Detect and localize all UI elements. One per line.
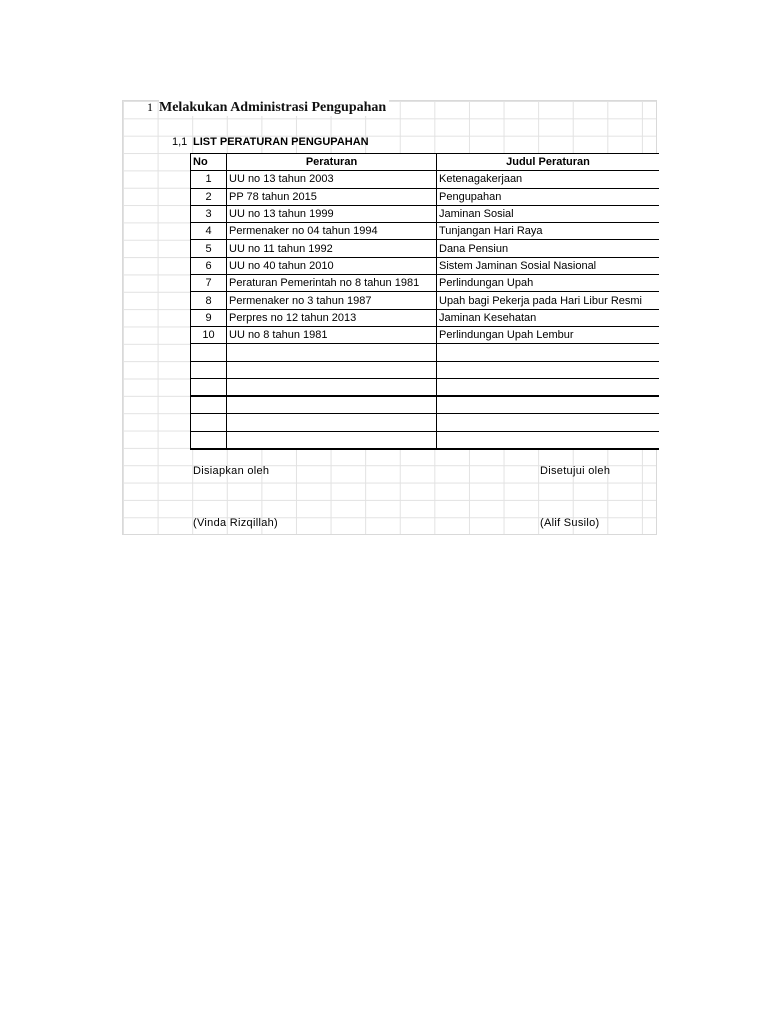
row-judul: Jaminan Sosial — [437, 205, 660, 222]
row-peraturan: Permenaker no 3 tahun 1987 — [227, 292, 437, 309]
row-no: 9 — [191, 309, 227, 326]
table-row — [191, 171, 660, 188]
header-peraturan: Peraturan — [227, 154, 437, 171]
prepared-by-name: (Vinda Rizqillah) — [193, 517, 278, 529]
empty-cell — [227, 378, 437, 396]
empty-cell — [437, 344, 660, 361]
row-peraturan: UU no 11 tahun 1992 — [227, 240, 437, 257]
row-peraturan: Perpres no 12 tahun 2013 — [227, 309, 437, 326]
table-row — [191, 326, 660, 343]
row-judul: Perlindungan Upah — [437, 275, 660, 292]
empty-cell — [227, 431, 437, 449]
row-peraturan: UU no 13 tahun 2003 — [227, 171, 437, 188]
section-number: 1,1 — [172, 136, 188, 148]
doc-number: 1 — [147, 100, 153, 114]
empty-cell — [191, 344, 227, 361]
table-row — [191, 292, 660, 309]
empty-cell — [191, 396, 227, 414]
empty-cell — [191, 378, 227, 396]
empty-cell — [437, 378, 660, 396]
row-judul: Perlindungan Upah Lembur — [437, 326, 660, 343]
table-row — [191, 205, 660, 222]
table-row — [191, 188, 660, 205]
row-peraturan: UU no 40 tahun 2010 — [227, 257, 437, 274]
doc-title: Melakukan Administrasi Pengupahan — [159, 100, 389, 116]
row-no: 3 — [191, 205, 227, 222]
empty-cell — [227, 396, 437, 414]
row-no: 7 — [191, 275, 227, 292]
table-row-empty — [191, 431, 660, 449]
row-no: 5 — [191, 240, 227, 257]
approved-by-label: Disetujui oleh — [540, 465, 611, 477]
row-no: 4 — [191, 223, 227, 240]
row-peraturan: PP 78 tahun 2015 — [227, 188, 437, 205]
header-no: No — [191, 154, 227, 171]
table-row-empty — [191, 361, 660, 378]
approved-by-name: (Alif Susilo) — [540, 517, 600, 529]
empty-cell — [191, 361, 227, 378]
table-row — [191, 309, 660, 326]
row-judul: Tunjangan Hari Raya — [437, 223, 660, 240]
header-judul: Judul Peraturan — [437, 154, 660, 171]
empty-cell — [227, 414, 437, 431]
row-judul: Jaminan Kesehatan — [437, 309, 660, 326]
table-row — [191, 223, 660, 240]
empty-cell — [227, 361, 437, 378]
regulation-table — [190, 153, 659, 450]
table-row — [191, 240, 660, 257]
empty-cell — [437, 396, 660, 414]
row-no: 1 — [191, 171, 227, 188]
table-row — [191, 257, 660, 274]
table-header-row — [191, 154, 660, 171]
row-judul: Sistem Jaminan Sosial Nasional — [437, 257, 660, 274]
row-peraturan: Peraturan Pemerintah no 8 tahun 1981 — [227, 275, 437, 292]
row-judul: Pengupahan — [437, 188, 660, 205]
row-no: 6 — [191, 257, 227, 274]
empty-cell — [437, 361, 660, 378]
table-row-empty — [191, 344, 660, 361]
row-no: 2 — [191, 188, 227, 205]
empty-cell — [191, 414, 227, 431]
table-row-empty — [191, 414, 660, 431]
row-judul: Upah bagi Pekerja pada Hari Libur Resmi — [437, 292, 660, 309]
table-row — [191, 275, 660, 292]
empty-cell — [227, 344, 437, 361]
row-peraturan: Permenaker no 04 tahun 1994 — [227, 223, 437, 240]
row-judul: Dana Pensiun — [437, 240, 660, 257]
row-peraturan: UU no 13 tahun 1999 — [227, 205, 437, 222]
empty-cell — [191, 431, 227, 449]
table-row-empty — [191, 378, 660, 396]
section-title: LIST PERATURAN PENGUPAHAN — [193, 136, 369, 148]
row-no: 10 — [191, 326, 227, 343]
table-row-empty — [191, 396, 660, 414]
prepared-by-label: Disiapkan oleh — [193, 465, 270, 477]
row-judul: Ketenagakerjaan — [437, 171, 660, 188]
empty-cell — [437, 414, 660, 431]
empty-cell — [437, 431, 660, 449]
table-body — [191, 171, 660, 449]
row-peraturan: UU no 8 tahun 1981 — [227, 326, 437, 343]
row-no: 8 — [191, 292, 227, 309]
